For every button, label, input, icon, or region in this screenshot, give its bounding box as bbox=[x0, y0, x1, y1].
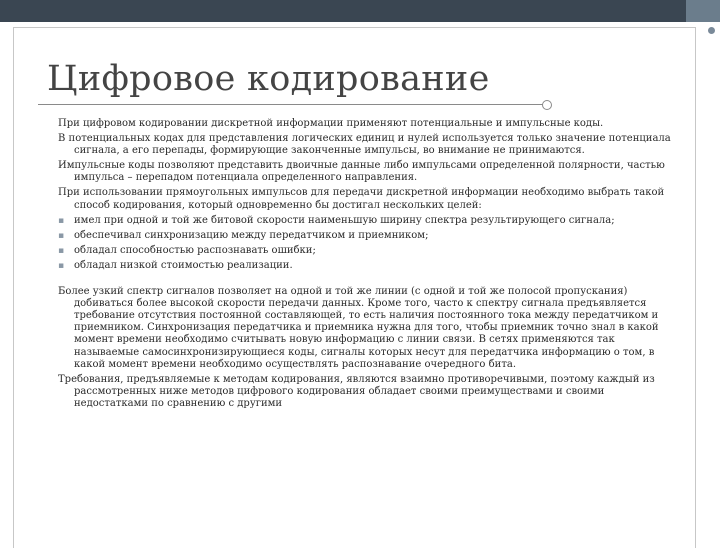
paragraph: В потенциальных кодах для представления логических единиц и нулей используется только значение потенциала сигнала, а его перепады, формирующие законченные импульсы, во внимание не принимаются. bbox=[58, 133, 671, 157]
slide-content bbox=[58, 118, 678, 413]
bullet-item bbox=[58, 245, 678, 257]
title-divider bbox=[38, 104, 550, 105]
bullet-marker-icon: ▪ bbox=[58, 215, 65, 226]
paragraph: Импульсные коды позволяют представить двоичные данные либо импульсами определенной полярности, частью импульса – перепадом потенциала определенного направления. bbox=[58, 160, 665, 184]
bullet-item bbox=[58, 215, 678, 227]
paragraph: Требования, предъявляемые к методам кодирования, являются взаимно противоречивыми, поэтому каждый из рассмотренных ниже методов цифрового кодирования обладает своими преимуществами и своими недостатками по сравнению с другими bbox=[58, 373, 655, 410]
paragraph: При цифровом кодировании дискретной информации применяют потенциальные и импульсные коды. bbox=[58, 118, 604, 129]
bullet-marker-icon: ▪ bbox=[58, 245, 65, 256]
bullet-item bbox=[58, 260, 678, 272]
top-bar-dark-segment bbox=[0, 0, 686, 22]
bullet-item bbox=[58, 230, 678, 242]
paragraph: При использовании прямоугольных импульсов для передачи дискретной информации необходимо выбрать такой способ кодирования, который одновременно бы достигал нескольких целей: bbox=[58, 187, 665, 211]
bullet-text: обладал низкой стоимостью реализации. bbox=[74, 259, 293, 271]
title-area bbox=[47, 52, 667, 110]
paragraph: Более узкий спектр сигналов позволяет на одной и той же линии (с одной и той же полосой пропускания) добиваться более высокой скорости передачи данных. Кроме того, часто к спектру сигнала предъявляется требование отсутствия постоянной составляющей, то есть наличия постоянного тока между передатчиком и приемником. Синхронизация передатчика и приемника нужна для того, чтобы приемник точно знал в какой момент времени необходимо считывать новую информацию с линии связи. В сетях применяются так называемые самосинхронизирующиеся коды, сигналы которых несут для передатчика информацию о том, в какой момент времени необходимо осуществлять распознавание очередного бита. bbox=[58, 285, 659, 370]
bullet-text: имел при одной и той же битовой скорости наименьшую ширину спектра результирующего сигнала; bbox=[74, 214, 615, 226]
top-bar-light-segment bbox=[686, 0, 720, 22]
slide-title: Цифровое кодирование bbox=[47, 59, 490, 99]
top-bar bbox=[0, 0, 720, 22]
corner-dot-decoration bbox=[708, 27, 715, 34]
bullet-text: обладал способностью распознавать ошибки; bbox=[74, 244, 316, 256]
bullet-marker-icon: ▪ bbox=[58, 230, 65, 241]
bullet-text: обеспечивал синхронизацию между передатчиком и приемником; bbox=[74, 229, 429, 241]
spacer bbox=[58, 275, 678, 286]
bullet-marker-icon: ▪ bbox=[58, 260, 65, 271]
